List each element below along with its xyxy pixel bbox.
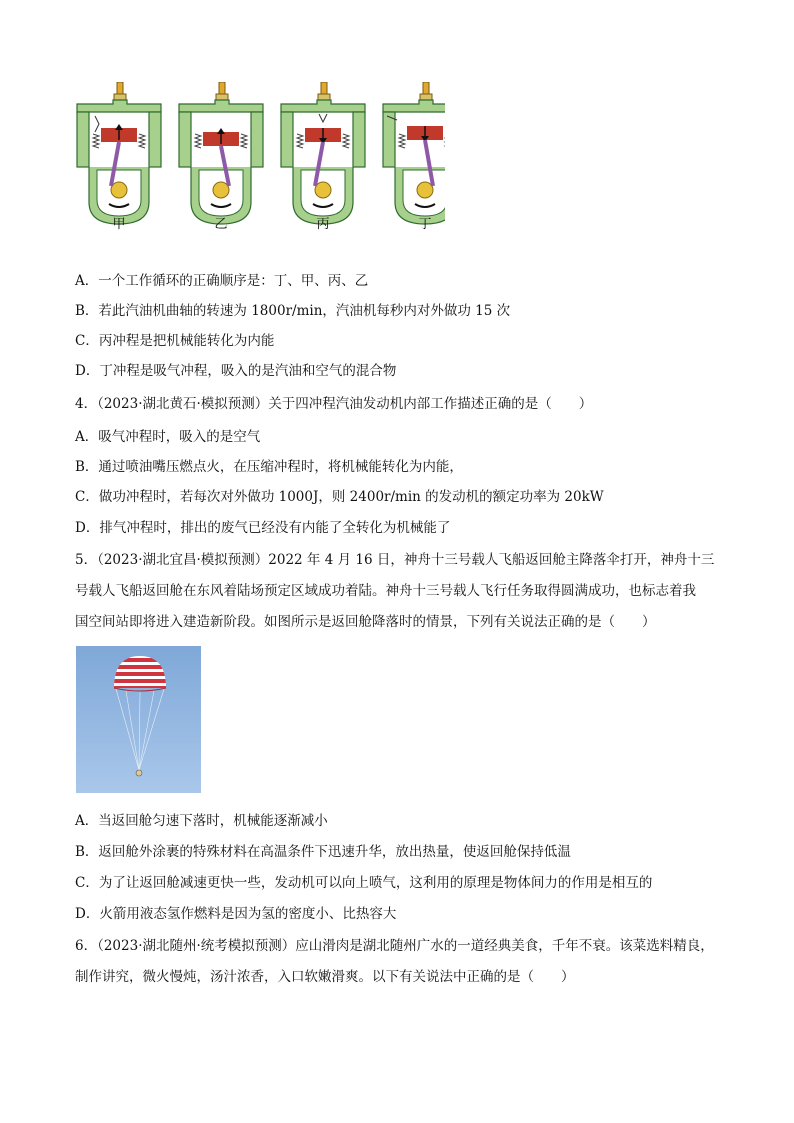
q5-stem-line-2: 号载人飞船返回舱在东风着陆场预定区域成功着陆。神舟十三号载人飞行任务取得圆满成功，也标志着我 xyxy=(75,583,696,599)
q4-option-d: D．排气冲程时，排出的废气已经没有内能了全转化为机械能了 xyxy=(75,520,451,536)
q3-option-b: B．若此汽油机曲轴的转速为 1800r/min，汽油机每秒内对外做功 15 次 xyxy=(75,303,511,319)
engine-jia xyxy=(77,82,161,224)
q5-stem-line-3: 国空间站即将进入建造新阶段。如图所示是返回舱降落时的情景，下列有关说法正确的是（ ） xyxy=(75,614,656,630)
q6-stem-line-1: 6．（2023·湖北随州·统考模拟预测）应山滑肉是湖北随州广水的一道经典美食，千年不衰。该菜选料精良， xyxy=(75,938,714,954)
q4-option-b: B．通过喷油嘴压燃点火，在压缩冲程时，将机械能转化为内能， xyxy=(75,459,463,475)
engine-bing xyxy=(281,82,365,224)
q3-option-c: C．丙冲程是把机械能转化为内能 xyxy=(75,333,275,349)
q5-option-a: A．当返回舱匀速下落时，机械能逐渐减小 xyxy=(75,813,328,829)
parachute-image xyxy=(76,646,201,793)
q5-option-d: D．火箭用液态氢作燃料是因为氢的密度小、比热容大 xyxy=(75,906,397,922)
q4-option-c: C．做功冲程时，若每次对外做功 1000J，则 2400r/min 的发动机的额定功率为 20kW xyxy=(75,489,604,505)
q3-option-d: D．丁冲程是吸气冲程，吸入的是汽油和空气的混合物 xyxy=(75,363,397,379)
engine-ding xyxy=(383,82,445,224)
label-jia: 甲 xyxy=(112,217,126,232)
q4-option-a: A．吸气冲程时，吸入的是空气 xyxy=(75,429,261,445)
q4-stem: 4．（2023·湖北黄石·模拟预测）关于四冲程汽油发动机内部工作描述正确的是（ ） xyxy=(75,396,593,412)
q3-option-a: A．一个工作循环的正确顺序是：丁、甲、丙、乙 xyxy=(75,273,369,289)
engine-strokes-figure xyxy=(75,82,445,232)
q5-stem-line-1: 5．（2023·湖北宜昌·模拟预测）2022 年 4 月 16 日，神舟十三号载人飞船返回舱主降落伞打开，神舟十三 xyxy=(75,552,715,568)
q5-option-c: C．为了让返回舱减速更快一些，发动机可以向上喷气，这利用的原理是物体间力的作用是相互的 xyxy=(75,875,653,891)
label-bing: 丙 xyxy=(316,217,330,232)
q5-option-b: B．返回舱外涂裹的特殊材料在高温条件下迅速升华，放出热量，使返回舱保持低温 xyxy=(75,844,571,860)
q6-stem-line-2: 制作讲究，微火慢炖，汤汁浓香，入口软嫩滑爽。以下有关说法中正确的是（ ） xyxy=(75,969,575,985)
parachute-photo xyxy=(76,646,201,793)
engine-yi xyxy=(179,82,263,224)
engine-diagrams xyxy=(75,82,445,232)
label-ding: 丁 xyxy=(418,217,432,232)
label-yi: 乙 xyxy=(214,217,228,232)
